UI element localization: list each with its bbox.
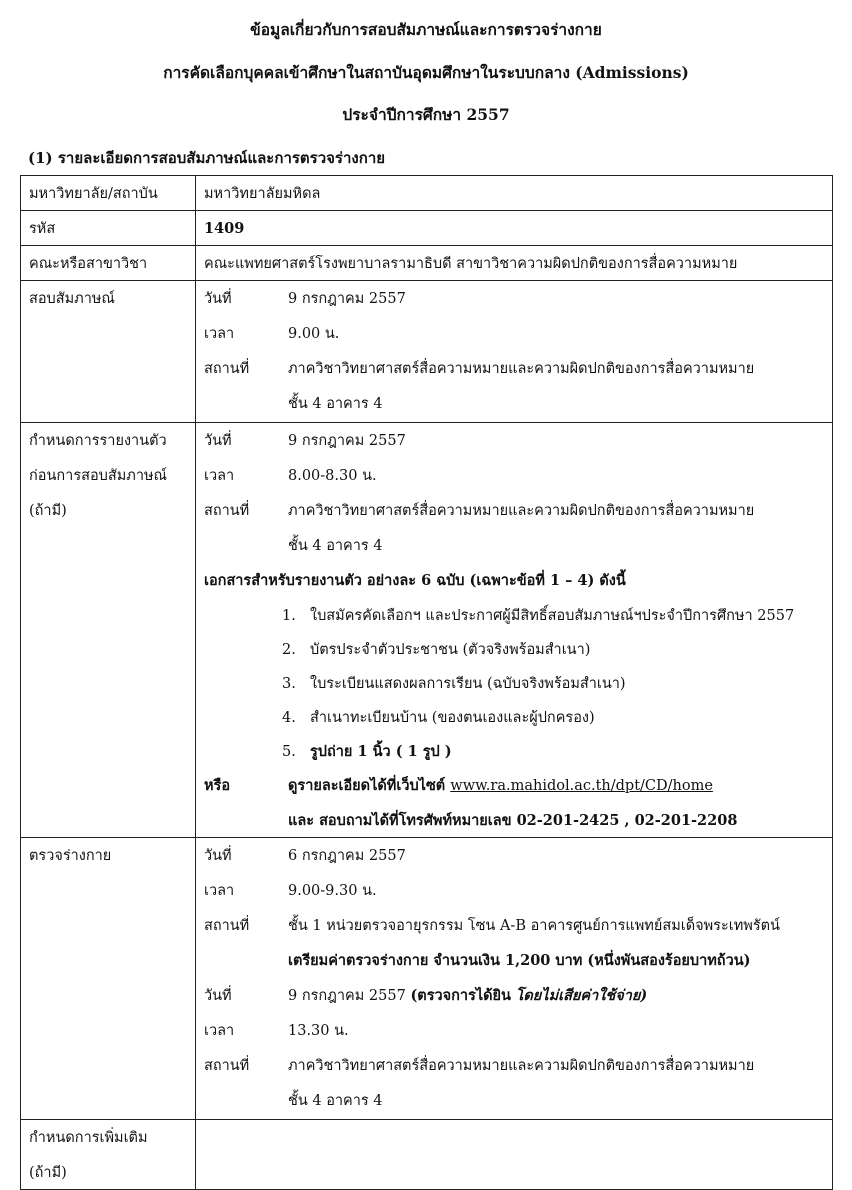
label-report-line2: ก่อนการสอบสัมภาษณ์ [29, 468, 167, 484]
exam-place2-key: สถานที่ [204, 1058, 250, 1074]
label-interview: สอบสัมภาษณ์ [21, 281, 196, 423]
docs-title: เอกสารสำหรับรายงานตัว อย่างละ 6 ฉบับ (เฉพาะข้อที่ 1 – 4) ดังนี้ [204, 572, 626, 589]
report-place-key: สถานที่ [204, 503, 250, 519]
report-time-key: เวลา [204, 468, 235, 484]
table-row-code [21, 211, 833, 246]
website-text: ดูรายละเอียดได้ที่เว็บไซต์ [288, 777, 446, 794]
interview-time: 9.00 น. [288, 326, 340, 342]
section-title: (1) รายละเอียดการสอบสัมภาษณ์และการตรวจร่างกาย [28, 149, 386, 167]
contact-phone: และ สอบถามได้ที่โทรศัพท์หมายเลข 02-201-2425 , 02-201-2208 [288, 812, 738, 829]
report-time: 8.00-8.30 น. [288, 468, 377, 484]
interview-place-key: สถานที่ [204, 361, 250, 377]
label-extra-line2: (ถ้ามี) [29, 1165, 67, 1181]
table-row-exam [21, 838, 833, 1120]
list-item: 1. ใบสมัครคัดเลือกฯ และประกาศผู้มีสิทธิ์สอบสัมภาษณ์ฯประจำปีการศึกษา 2557 [282, 608, 795, 624]
exam-time2-key: เวลา [204, 1023, 235, 1039]
list-item: 4. สำเนาทะเบียนบ้าน (ของตนเองและผู้ปกครอง) [282, 710, 595, 726]
or-key: หรือ [204, 777, 231, 794]
table-row-faculty [21, 246, 833, 281]
exam-date2-note-b: โดยไม่เสียค่าใช้จ่าย) [515, 987, 648, 1004]
exam-date2-key: วันที่ [204, 988, 232, 1004]
label-report-line3: (ถ้ามี) [29, 503, 67, 519]
interview-date: 9 กรกฎาคม 2557 [288, 291, 406, 307]
table-row-university [21, 176, 833, 211]
extra-details [196, 1120, 833, 1190]
interview-details [196, 281, 833, 423]
exam-fee: เตรียมค่าตรวจร่างกาย จำนวนเงิน 1,200 บาท (หนึ่งพันสองร้อยบาทถ้วน) [288, 952, 751, 969]
exam-date1-key: วันที่ [204, 848, 232, 864]
list-item: 3. ใบระเบียนแสดงผลการเรียน (ฉบับจริงพร้อมสำเนา) [282, 676, 626, 692]
report-details [196, 423, 833, 838]
exam-details [196, 838, 833, 1120]
exam-time2: 13.30 น. [288, 1023, 349, 1039]
doc-title-line2: การคัดเลือกบุคคลเข้าศึกษาในสถาบันอุดมศึกษาในระบบกลาง (Admissions) [163, 63, 689, 82]
website-link[interactable]: www.ra.mahidol.ac.th/dpt/CD/home [450, 778, 713, 794]
doc-title-line1: ข้อมูลเกี่ยวกับการสอบสัมภาษณ์และการตรวจร่างกาย [250, 20, 602, 39]
exam-date2: 9 กรกฎาคม 2557 [288, 988, 406, 1004]
label-university: มหาวิทยาลัย/สถาบัน [21, 176, 196, 211]
interview-place: ภาควิชาวิทยาศาสตร์สื่อความหมายและความผิดปกติของการสื่อความหมาย [288, 361, 755, 377]
report-date: 9 กรกฎาคม 2557 [288, 433, 406, 449]
details-table [20, 175, 833, 1190]
label-extra [21, 1120, 196, 1190]
value-faculty: คณะแพทยศาสตร์โรงพยาบาลรามาธิบดี สาขาวิชาความผิดปกติของการสื่อความหมาย [196, 246, 833, 281]
report-place-cont: ชั้น 4 อาคาร 4 [288, 538, 383, 554]
exam-time1: 9.00-9.30 น. [288, 883, 377, 899]
exam-place1-key: สถานที่ [204, 918, 250, 934]
exam-time1-key: เวลา [204, 883, 235, 899]
table-row-report [21, 423, 833, 838]
exam-place2: ภาควิชาวิทยาศาสตร์สื่อความหมายและความผิดปกติของการสื่อความหมาย [288, 1058, 755, 1074]
label-report [21, 423, 196, 838]
table-row-interview [21, 281, 833, 423]
interview-time-key: เวลา [204, 326, 235, 342]
value-university: มหาวิทยาลัยมหิดล [196, 176, 833, 211]
label-faculty: คณะหรือสาขาวิชา [21, 246, 196, 281]
exam-date1: 6 กรกฎาคม 2557 [288, 848, 406, 864]
interview-place-cont: ชั้น 4 อาคาร 4 [288, 396, 383, 412]
exam-place2-cont: ชั้น 4 อาคาร 4 [288, 1093, 383, 1109]
table-row-extra [21, 1120, 833, 1190]
doc-title-line3: ประจำปีการศึกษา 2557 [342, 105, 510, 124]
exam-place1: ชั้น 1 หน่วยตรวจอายุรกรรม โซน A-B อาคารศูนย์การแพทย์สมเด็จพระเทพรัตน์ [288, 918, 780, 934]
report-date-key: วันที่ [204, 433, 232, 449]
report-place: ภาควิชาวิทยาศาสตร์สื่อความหมายและความผิดปกติของการสื่อความหมาย [288, 503, 755, 519]
label-exam: ตรวจร่างกาย [21, 838, 196, 1120]
list-item: 2. บัตรประจำตัวประชาชน (ตัวจริงพร้อมสำเนา) [282, 642, 591, 658]
exam-date2-note-a: (ตรวจการได้ยิน [410, 987, 511, 1004]
interview-date-key: วันที่ [204, 291, 232, 307]
label-code: รหัส [21, 211, 196, 246]
value-code: 1409 [196, 211, 833, 246]
list-item: 5. รูปถ่าย 1 นิ้ว ( 1 รูป ) [282, 743, 452, 760]
label-report-line1: กำหนดการรายงานตัว [29, 433, 167, 449]
label-extra-line1: กำหนดการเพิ่มเติม [29, 1130, 148, 1146]
